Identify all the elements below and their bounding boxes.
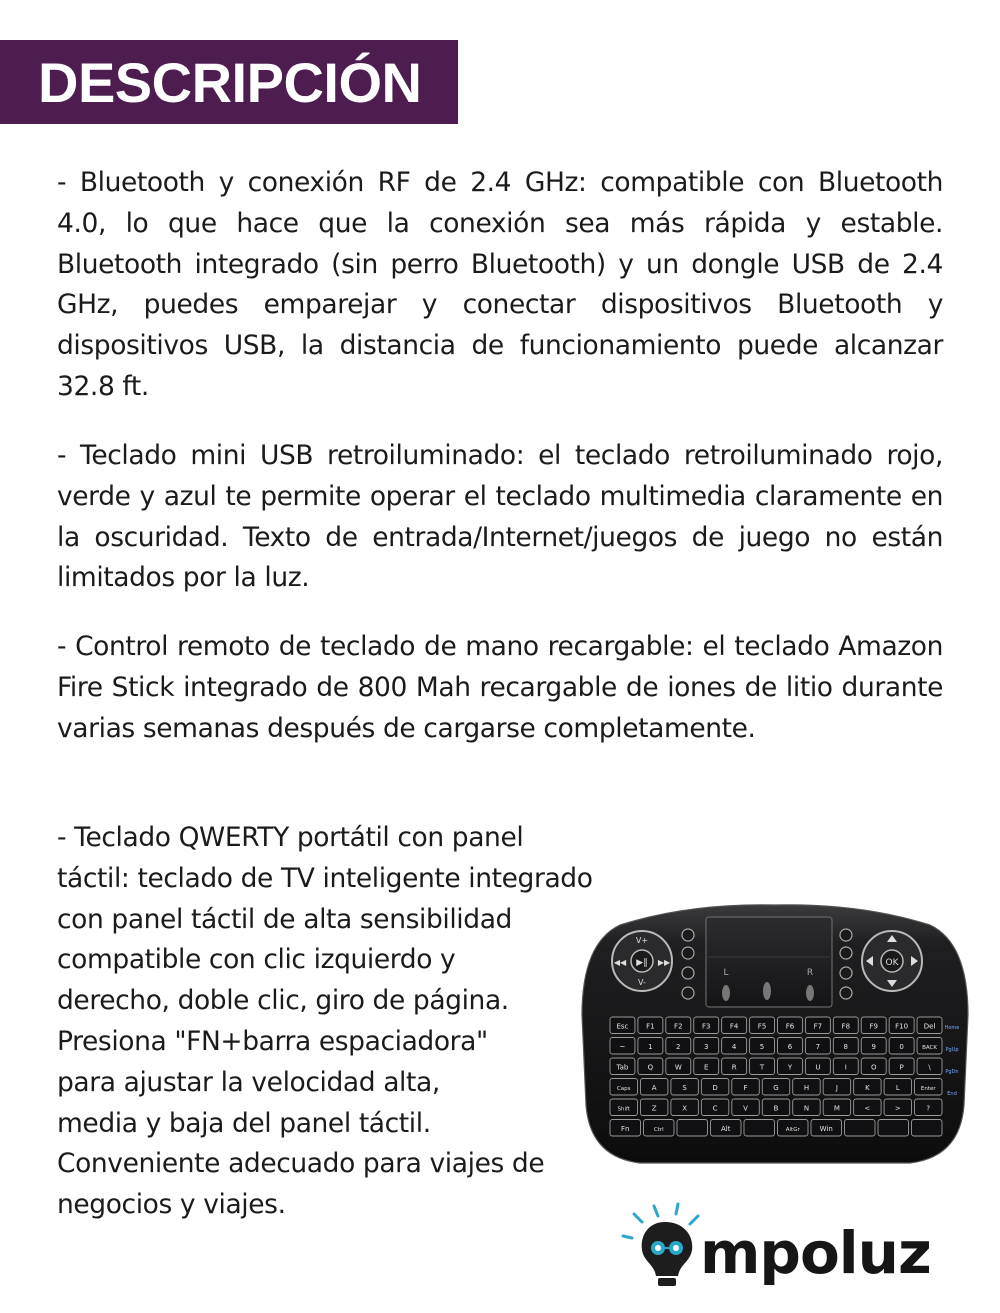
keyboard-key-label: Ctrl xyxy=(653,1126,664,1133)
keyboard-key-label: G xyxy=(773,1083,779,1092)
keyboard-key-label: T xyxy=(759,1063,765,1072)
keyboard-key-label: W xyxy=(674,1063,682,1072)
keyboard-side-label: Home xyxy=(944,1025,960,1031)
keyboard-key-label: P xyxy=(899,1063,904,1072)
keyboard-key-label: Del xyxy=(923,1022,936,1031)
keyboard-key-label: BACK xyxy=(922,1044,937,1051)
paragraph-line: - Teclado QWERTY portátil con panel xyxy=(57,822,524,853)
ok-label: OK xyxy=(885,958,899,968)
keyboard-key-label: K xyxy=(865,1083,870,1092)
keyboard-key-label: \ xyxy=(928,1063,931,1072)
keyboard-key-label: Win xyxy=(819,1124,833,1133)
svg-text:▶‖: ▶‖ xyxy=(636,958,648,968)
keyboard-key-label: Caps xyxy=(616,1085,631,1092)
keyboard-key-label: D xyxy=(712,1083,718,1092)
keyboard-key-label: F1 xyxy=(646,1022,655,1031)
paragraph-touchpad xyxy=(57,818,657,1226)
touchpad-right-label: R xyxy=(806,968,814,978)
keyboard-key-label: Z xyxy=(651,1104,657,1113)
keyboard-key-label: F9 xyxy=(869,1022,878,1031)
paragraph-line: Conveniente adecuado para viajes de xyxy=(57,1148,545,1180)
keyboard-key-label: X xyxy=(682,1104,688,1113)
touchpad-left-label: L xyxy=(723,968,729,978)
keyboard-key-label: C xyxy=(712,1104,718,1113)
keyboard-key-label: F7 xyxy=(813,1022,823,1031)
keyboard-key-label: 5 xyxy=(759,1042,765,1051)
keyboard-key-label: Q xyxy=(647,1063,654,1072)
keyboard-key-label: 0 xyxy=(899,1042,904,1051)
paragraph-line: derecho, doble clic, giro de página. xyxy=(57,985,509,1017)
keyboard-key-label: F3 xyxy=(701,1022,711,1031)
svg-text:◀◀: ◀◀ xyxy=(613,958,627,967)
keyboard-key-label: O xyxy=(870,1063,877,1072)
keyboard-key-label: 6 xyxy=(787,1042,793,1051)
paragraph-bluetooth: - Bluetooth y conexión RF de 2.4 GHz: compatible con Bluetooth 4.0, lo que hace que la conexión sea más rápida y estable. Bluetooth integrado (sin perro Bluetooth) y un dongle USB de 2.4 GHz, puedes emparejar y conectar dispositivos Bluetooth y dispositivos USB, la distancia de funcionamiento puede alcanzar 32.8 ft. xyxy=(57,167,943,402)
keyboard-key-label: B xyxy=(773,1104,779,1113)
paragraph-line: negocios y viajes. xyxy=(57,1189,286,1221)
paragraph-backlight: - Teclado mini USB retroiluminado: el teclado retroiluminado rojo, verde y azul te permite operar el teclado multimedia claramente en la oscuridad. Texto de entrada/Internet/juegos de juego no están limitados por la luz. xyxy=(57,440,943,594)
logo-text: mpoluz xyxy=(700,1219,931,1287)
paragraph-line: media y baja del panel táctil. xyxy=(57,1107,431,1139)
keyboard-key-label: N xyxy=(803,1104,810,1113)
paragraph-line: para ajustar la velocidad alta, xyxy=(57,1066,440,1098)
keyboard-key xyxy=(912,1120,943,1137)
paragraph-line: compatible con clic izquierdo y xyxy=(57,944,456,976)
keyboard-key-label: J xyxy=(835,1083,838,1092)
keyboard-key-label: S xyxy=(682,1083,687,1092)
keyboard-key-label: F6 xyxy=(785,1022,795,1031)
keyboard-key-label: 9 xyxy=(871,1042,876,1051)
keyboard-key-label: F2 xyxy=(674,1022,683,1031)
keyboard-key xyxy=(878,1120,909,1137)
keyboard-key-label: R xyxy=(731,1063,737,1072)
keyboard-side-label: End xyxy=(947,1091,957,1097)
paragraph-line: Presiona "FN+barra espaciadora" xyxy=(57,1025,488,1057)
keyboard-key-label: ~ xyxy=(619,1042,626,1051)
right-dpad xyxy=(862,931,922,991)
keyboard-key-label: E xyxy=(703,1063,709,1072)
keyboard-key-label: > xyxy=(894,1104,901,1113)
keyboard-key xyxy=(677,1120,708,1137)
keyboard-key-label: M xyxy=(833,1104,840,1113)
keyboard-image xyxy=(580,895,970,1175)
keyboard-key-label: U xyxy=(815,1063,821,1072)
keyboard-key-label: F5 xyxy=(757,1022,767,1031)
keyboard-key-label: 1 xyxy=(648,1042,653,1051)
keyboard-key-label: < xyxy=(864,1104,871,1113)
keyboard-key-label: F4 xyxy=(729,1022,739,1031)
svg-text:V-: V- xyxy=(638,978,646,987)
keyboard-key-label: F8 xyxy=(841,1022,851,1031)
keyboard-side-label: PgUp xyxy=(945,1047,959,1053)
page-title: DESCRIPCIÓN xyxy=(38,51,422,114)
keyboard-key-label: Shift xyxy=(617,1106,630,1113)
left-dpad xyxy=(612,931,672,991)
keyboard-key-label: 3 xyxy=(703,1042,709,1051)
keyboard-key-label: 8 xyxy=(843,1042,849,1051)
keyboard-key xyxy=(744,1120,775,1137)
keyboard-key-label: Alt xyxy=(721,1124,731,1133)
keyboard-key xyxy=(845,1120,876,1137)
keyboard-key-label: Fn xyxy=(621,1124,630,1133)
svg-text:V+: V+ xyxy=(635,936,649,945)
keyboard-key-label: Esc xyxy=(616,1022,629,1031)
keyboard-key-label: 2 xyxy=(676,1042,681,1051)
keyboard-key-label: F xyxy=(743,1083,748,1092)
paragraph-battery: - Control remoto de teclado de mano recargable: el teclado Amazon Fire Stick integrado de 800 Mah recargable de iones de litio durante varias semanas después de cargarse completamente. xyxy=(57,631,943,744)
keyboard-key-label: Y xyxy=(787,1063,793,1072)
keyboard-key-label: F10 xyxy=(895,1022,909,1031)
keyboard-key-label: ? xyxy=(926,1104,931,1113)
keyboard-key-label: I xyxy=(844,1063,847,1072)
keyboard-side-label: PgDn xyxy=(945,1069,959,1075)
keyboard-key-label: H xyxy=(803,1083,810,1092)
keyboard-key-label: V xyxy=(743,1104,748,1113)
keyboard-key-label: Enter xyxy=(920,1085,936,1092)
keyboard-key-label: A xyxy=(651,1083,657,1092)
keyboard-key-label: 4 xyxy=(731,1042,737,1051)
keyboard-key-label: L xyxy=(895,1083,900,1092)
keyboard-key-label: Tab xyxy=(616,1063,629,1072)
svg-text:▶▶: ▶▶ xyxy=(657,958,671,967)
paragraph-line: con panel táctil de alta sensibilidad xyxy=(57,903,512,935)
paragraph-line: táctil: teclado de TV inteligente integrado xyxy=(57,862,593,894)
keyboard-key-label: 7 xyxy=(815,1042,821,1051)
keyboard-key-label: AltGr xyxy=(785,1126,800,1133)
